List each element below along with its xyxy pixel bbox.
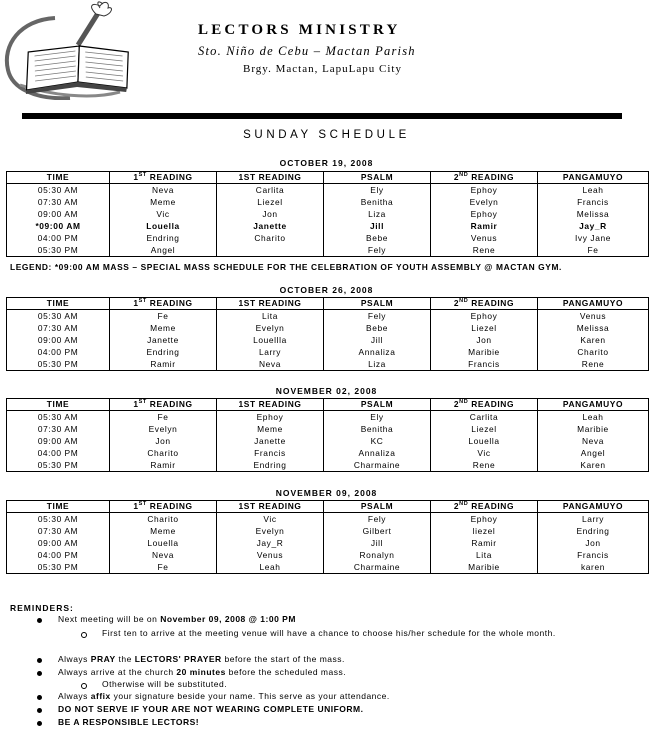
document-header	[198, 22, 518, 75]
table-cell: Janette	[217, 220, 324, 232]
reminder-item: Always arrive at the church 20 minutes before the scheduled mass.	[58, 667, 347, 677]
table-row	[7, 184, 649, 197]
table-cell: Jon	[110, 435, 217, 447]
table-cell: Ephoy	[217, 411, 324, 424]
table-cell: Maribie	[538, 423, 649, 435]
schedule-table	[6, 398, 649, 472]
column-header: PSALM	[324, 298, 431, 310]
table-cell: Liza	[324, 208, 431, 220]
table-row	[7, 208, 649, 220]
table-cell: Neva	[217, 358, 324, 371]
table-cell: Evelyn	[110, 423, 217, 435]
table-cell: Charito	[217, 232, 324, 244]
column-header: 1ST READING	[217, 172, 324, 184]
table-cell: 09:00 AM	[7, 208, 110, 220]
table-cell: Melissa	[538, 322, 649, 334]
table-cell: Lita	[217, 310, 324, 323]
schedule-table	[6, 171, 649, 257]
table-cell: Meme	[217, 423, 324, 435]
org-title: LECTORS MINISTRY	[198, 22, 401, 38]
column-header: 1ST READING	[217, 298, 324, 310]
column-header: TIME	[7, 172, 110, 184]
legend: LEGEND: *09:00 AM MASS – SPECIAL MASS SCHEDULE FOR THE CELEBRATION OF YOUTH ASSEMBLY @ MACTAN GYM.	[10, 262, 562, 272]
table-row	[7, 423, 649, 435]
reminder-item: Otherwise will be substituted.	[102, 679, 228, 689]
schedule-title: SUNDAY SCHEDULE	[243, 129, 410, 141]
table-cell: Ephoy	[431, 310, 538, 323]
table-cell: Melissa	[538, 208, 649, 220]
column-header: 2ND READING	[431, 172, 538, 184]
table-row	[7, 358, 649, 371]
table-cell: 04:00 PM	[7, 232, 110, 244]
table-cell: 05:30 PM	[7, 358, 110, 371]
column-header: PSALM	[324, 399, 431, 411]
table-cell: Liza	[324, 358, 431, 371]
table-cell: Ely	[324, 184, 431, 197]
table-cell: Louella	[431, 435, 538, 447]
table-cell: Lita	[431, 549, 538, 561]
table-date-title: NOVEMBER 02, 2008	[275, 386, 378, 396]
reminder-item: Always affix your signature beside your name. This serve as your attendance.	[58, 691, 390, 701]
table-cell: Ephoy	[431, 208, 538, 220]
table-cell: Angel	[538, 447, 649, 459]
table-cell: KC	[324, 435, 431, 447]
column-header: 2ND READING	[431, 501, 538, 513]
table-cell: 09:00 AM	[7, 334, 110, 346]
parish-name: Sto. Niño de Cebu – Mactan Parish	[198, 44, 416, 58]
table-row	[7, 196, 649, 208]
table-cell: Leah	[217, 561, 324, 574]
table-cell: Liezel	[431, 423, 538, 435]
table-row	[7, 513, 649, 526]
column-header: TIME	[7, 298, 110, 310]
table-cell: Larry	[217, 346, 324, 358]
table-cell: Janette	[217, 435, 324, 447]
table-cell: Annaliza	[324, 346, 431, 358]
table-cell: Jon	[538, 537, 649, 549]
table-cell: Charito	[110, 513, 217, 526]
column-header: 1ST READING	[217, 399, 324, 411]
table-cell: 09:00 AM	[7, 435, 110, 447]
table-cell: 09:00 AM	[7, 537, 110, 549]
table-cell: *09:00 AM	[7, 220, 110, 232]
table-cell: Fe	[110, 310, 217, 323]
table-cell: Liezel	[431, 322, 538, 334]
table-cell: Venus	[217, 549, 324, 561]
table-cell: Neva	[110, 184, 217, 197]
header-divider	[22, 113, 622, 119]
table-row	[7, 525, 649, 537]
table-row	[7, 346, 649, 358]
column-header: PSALM	[324, 501, 431, 513]
table-cell: Louella	[110, 220, 217, 232]
table-row	[7, 334, 649, 346]
bullet-icon	[37, 658, 42, 663]
column-header: PSALM	[324, 172, 431, 184]
table-cell: 07:30 AM	[7, 196, 110, 208]
bullet-icon	[37, 708, 42, 713]
table-cell: Maribie	[431, 346, 538, 358]
table-cell: Jill	[324, 537, 431, 549]
table-cell: Francis	[217, 447, 324, 459]
table-cell: Angel	[110, 244, 217, 257]
table-cell: Ephoy	[431, 184, 538, 197]
table-cell: Vic	[431, 447, 538, 459]
column-header: 1ST READING	[110, 399, 217, 411]
table-cell: Ronalyn	[324, 549, 431, 561]
table-cell: 05:30 AM	[7, 513, 110, 526]
table-cell: Ephoy	[431, 513, 538, 526]
table-cell: Meme	[110, 525, 217, 537]
table-cell: Maribie	[431, 561, 538, 574]
table-row	[7, 537, 649, 549]
column-header: PANGAMUYO	[538, 399, 649, 411]
schedule-table	[6, 297, 649, 371]
column-header: 2ND READING	[431, 298, 538, 310]
table-cell: Endring	[538, 525, 649, 537]
table-cell: Ramir	[431, 537, 538, 549]
table-cell: 07:30 AM	[7, 525, 110, 537]
table-cell: Neva	[538, 435, 649, 447]
table-cell: Fe	[110, 411, 217, 424]
table-cell: Evelyn	[431, 196, 538, 208]
table-cell: Fely	[324, 244, 431, 257]
table-cell: Charmaine	[324, 459, 431, 472]
bullet-icon	[37, 695, 42, 700]
table-cell: Endring	[110, 346, 217, 358]
table-cell: Fe	[538, 244, 649, 257]
column-header: 1ST READING	[110, 298, 217, 310]
table-cell: Fely	[324, 513, 431, 526]
table-cell: Meme	[110, 322, 217, 334]
table-cell: 04:00 PM	[7, 447, 110, 459]
column-header: TIME	[7, 501, 110, 513]
table-cell: Ramir	[110, 459, 217, 472]
table-row	[7, 459, 649, 472]
table-cell: Rene	[538, 358, 649, 371]
reminder-item: Next meeting will be on November 09, 2008 @ 1:00 PM	[58, 614, 296, 624]
table-date-title: OCTOBER 26, 2008	[279, 285, 374, 295]
table-cell: Fe	[110, 561, 217, 574]
table-row	[7, 232, 649, 244]
table-cell: 05:30 AM	[7, 310, 110, 323]
table-cell: karen	[538, 561, 649, 574]
table-cell: Jon	[431, 334, 538, 346]
reminder-item: BE A RESPONSIBLE LECTORS!	[58, 717, 200, 727]
table-cell: Gilbert	[324, 525, 431, 537]
table-cell: Leah	[538, 184, 649, 197]
table-cell: Ivy Jane	[538, 232, 649, 244]
table-cell: Endring	[217, 459, 324, 472]
table-cell: Janette	[110, 334, 217, 346]
column-header: PANGAMUYO	[538, 501, 649, 513]
table-cell: Venus	[538, 310, 649, 323]
table-cell: Vic	[217, 513, 324, 526]
table-cell: Larry	[538, 513, 649, 526]
table-cell: 07:30 AM	[7, 322, 110, 334]
table-cell: Carlita	[217, 184, 324, 197]
table-cell: Annaliza	[324, 447, 431, 459]
table-cell: Francis	[538, 549, 649, 561]
column-header: 1ST READING	[110, 501, 217, 513]
table-cell: Louellla	[217, 334, 324, 346]
table-cell: Venus	[431, 232, 538, 244]
table-cell: Ramir	[110, 358, 217, 371]
sub-bullet-icon	[81, 683, 87, 689]
table-cell: 04:00 PM	[7, 346, 110, 358]
bullet-icon	[37, 721, 42, 726]
table-cell: Karen	[538, 459, 649, 472]
table-cell: Ely	[324, 411, 431, 424]
table-cell: Jon	[217, 208, 324, 220]
table-row	[7, 310, 649, 323]
table-cell: Karen	[538, 334, 649, 346]
table-cell: Fely	[324, 310, 431, 323]
table-cell: liezel	[431, 525, 538, 537]
table-cell: 04:00 PM	[7, 549, 110, 561]
table-cell: Bebe	[324, 322, 431, 334]
table-cell: Carlita	[431, 411, 538, 424]
table-cell: Charito	[110, 447, 217, 459]
table-cell: Francis	[538, 196, 649, 208]
table-date-title: NOVEMBER 09, 2008	[275, 488, 378, 498]
table-cell: Francis	[431, 358, 538, 371]
table-row	[7, 220, 649, 232]
bullet-icon	[37, 671, 42, 676]
column-header: PANGAMUYO	[538, 298, 649, 310]
table-cell: Charmaine	[324, 561, 431, 574]
table-row	[7, 549, 649, 561]
column-header: 1ST READING	[217, 501, 324, 513]
table-cell: Liezel	[217, 196, 324, 208]
column-header: TIME	[7, 399, 110, 411]
reminder-item: First ten to arrive at the meeting venue will have a chance to choose his/her schedule for the whole month.	[102, 628, 556, 638]
table-cell: Jay_R	[217, 537, 324, 549]
table-cell: 05:30 AM	[7, 184, 110, 197]
table-cell: Bebe	[324, 232, 431, 244]
column-header: 1ST READING	[110, 172, 217, 184]
column-header: 2ND READING	[431, 399, 538, 411]
table-cell: 05:30 PM	[7, 561, 110, 574]
column-header: PANGAMUYO	[538, 172, 649, 184]
table-row	[7, 435, 649, 447]
table-cell: Louella	[110, 537, 217, 549]
table-cell: Rene	[431, 459, 538, 472]
reminder-item: DO NOT SERVE IF YOUR ARE NOT WEARING COMPLETE UNIFORM.	[58, 704, 364, 714]
sub-bullet-icon	[81, 632, 87, 638]
table-cell: Evelyn	[217, 322, 324, 334]
table-cell: Charito	[538, 346, 649, 358]
table-row	[7, 411, 649, 424]
table-cell: Vic	[110, 208, 217, 220]
bullet-icon	[37, 618, 42, 623]
table-cell: Ramir	[431, 220, 538, 232]
parish-address: Brgy. Mactan, LapuLapu City	[243, 63, 402, 75]
table-cell: Benitha	[324, 196, 431, 208]
table-row	[7, 447, 649, 459]
table-row	[7, 322, 649, 334]
table-row	[7, 561, 649, 574]
table-cell: 07:30 AM	[7, 423, 110, 435]
table-cell: Jay_R	[538, 220, 649, 232]
table-cell: 05:30 PM	[7, 244, 110, 257]
table-cell: Neva	[110, 549, 217, 561]
table-cell: Leah	[538, 411, 649, 424]
table-row	[7, 244, 649, 257]
table-cell: Meme	[110, 196, 217, 208]
reminders-title: REMINDERS:	[10, 603, 74, 613]
table-cell: Endring	[110, 232, 217, 244]
table-date-title: OCTOBER 19, 2008	[279, 158, 374, 168]
table-cell: Evelyn	[217, 525, 324, 537]
table-cell: Rene	[431, 244, 538, 257]
table-cell: Benitha	[324, 423, 431, 435]
table-cell: Jill	[324, 334, 431, 346]
table-cell	[217, 244, 324, 257]
bible-dove-logo-icon	[0, 0, 175, 100]
table-cell: Jill	[324, 220, 431, 232]
table-cell: 05:30 PM	[7, 459, 110, 472]
table-cell: 05:30 AM	[7, 411, 110, 424]
reminder-item: Always PRAY the LECTORS' PRAYER before the start of the mass.	[58, 654, 345, 664]
schedule-table	[6, 500, 649, 574]
